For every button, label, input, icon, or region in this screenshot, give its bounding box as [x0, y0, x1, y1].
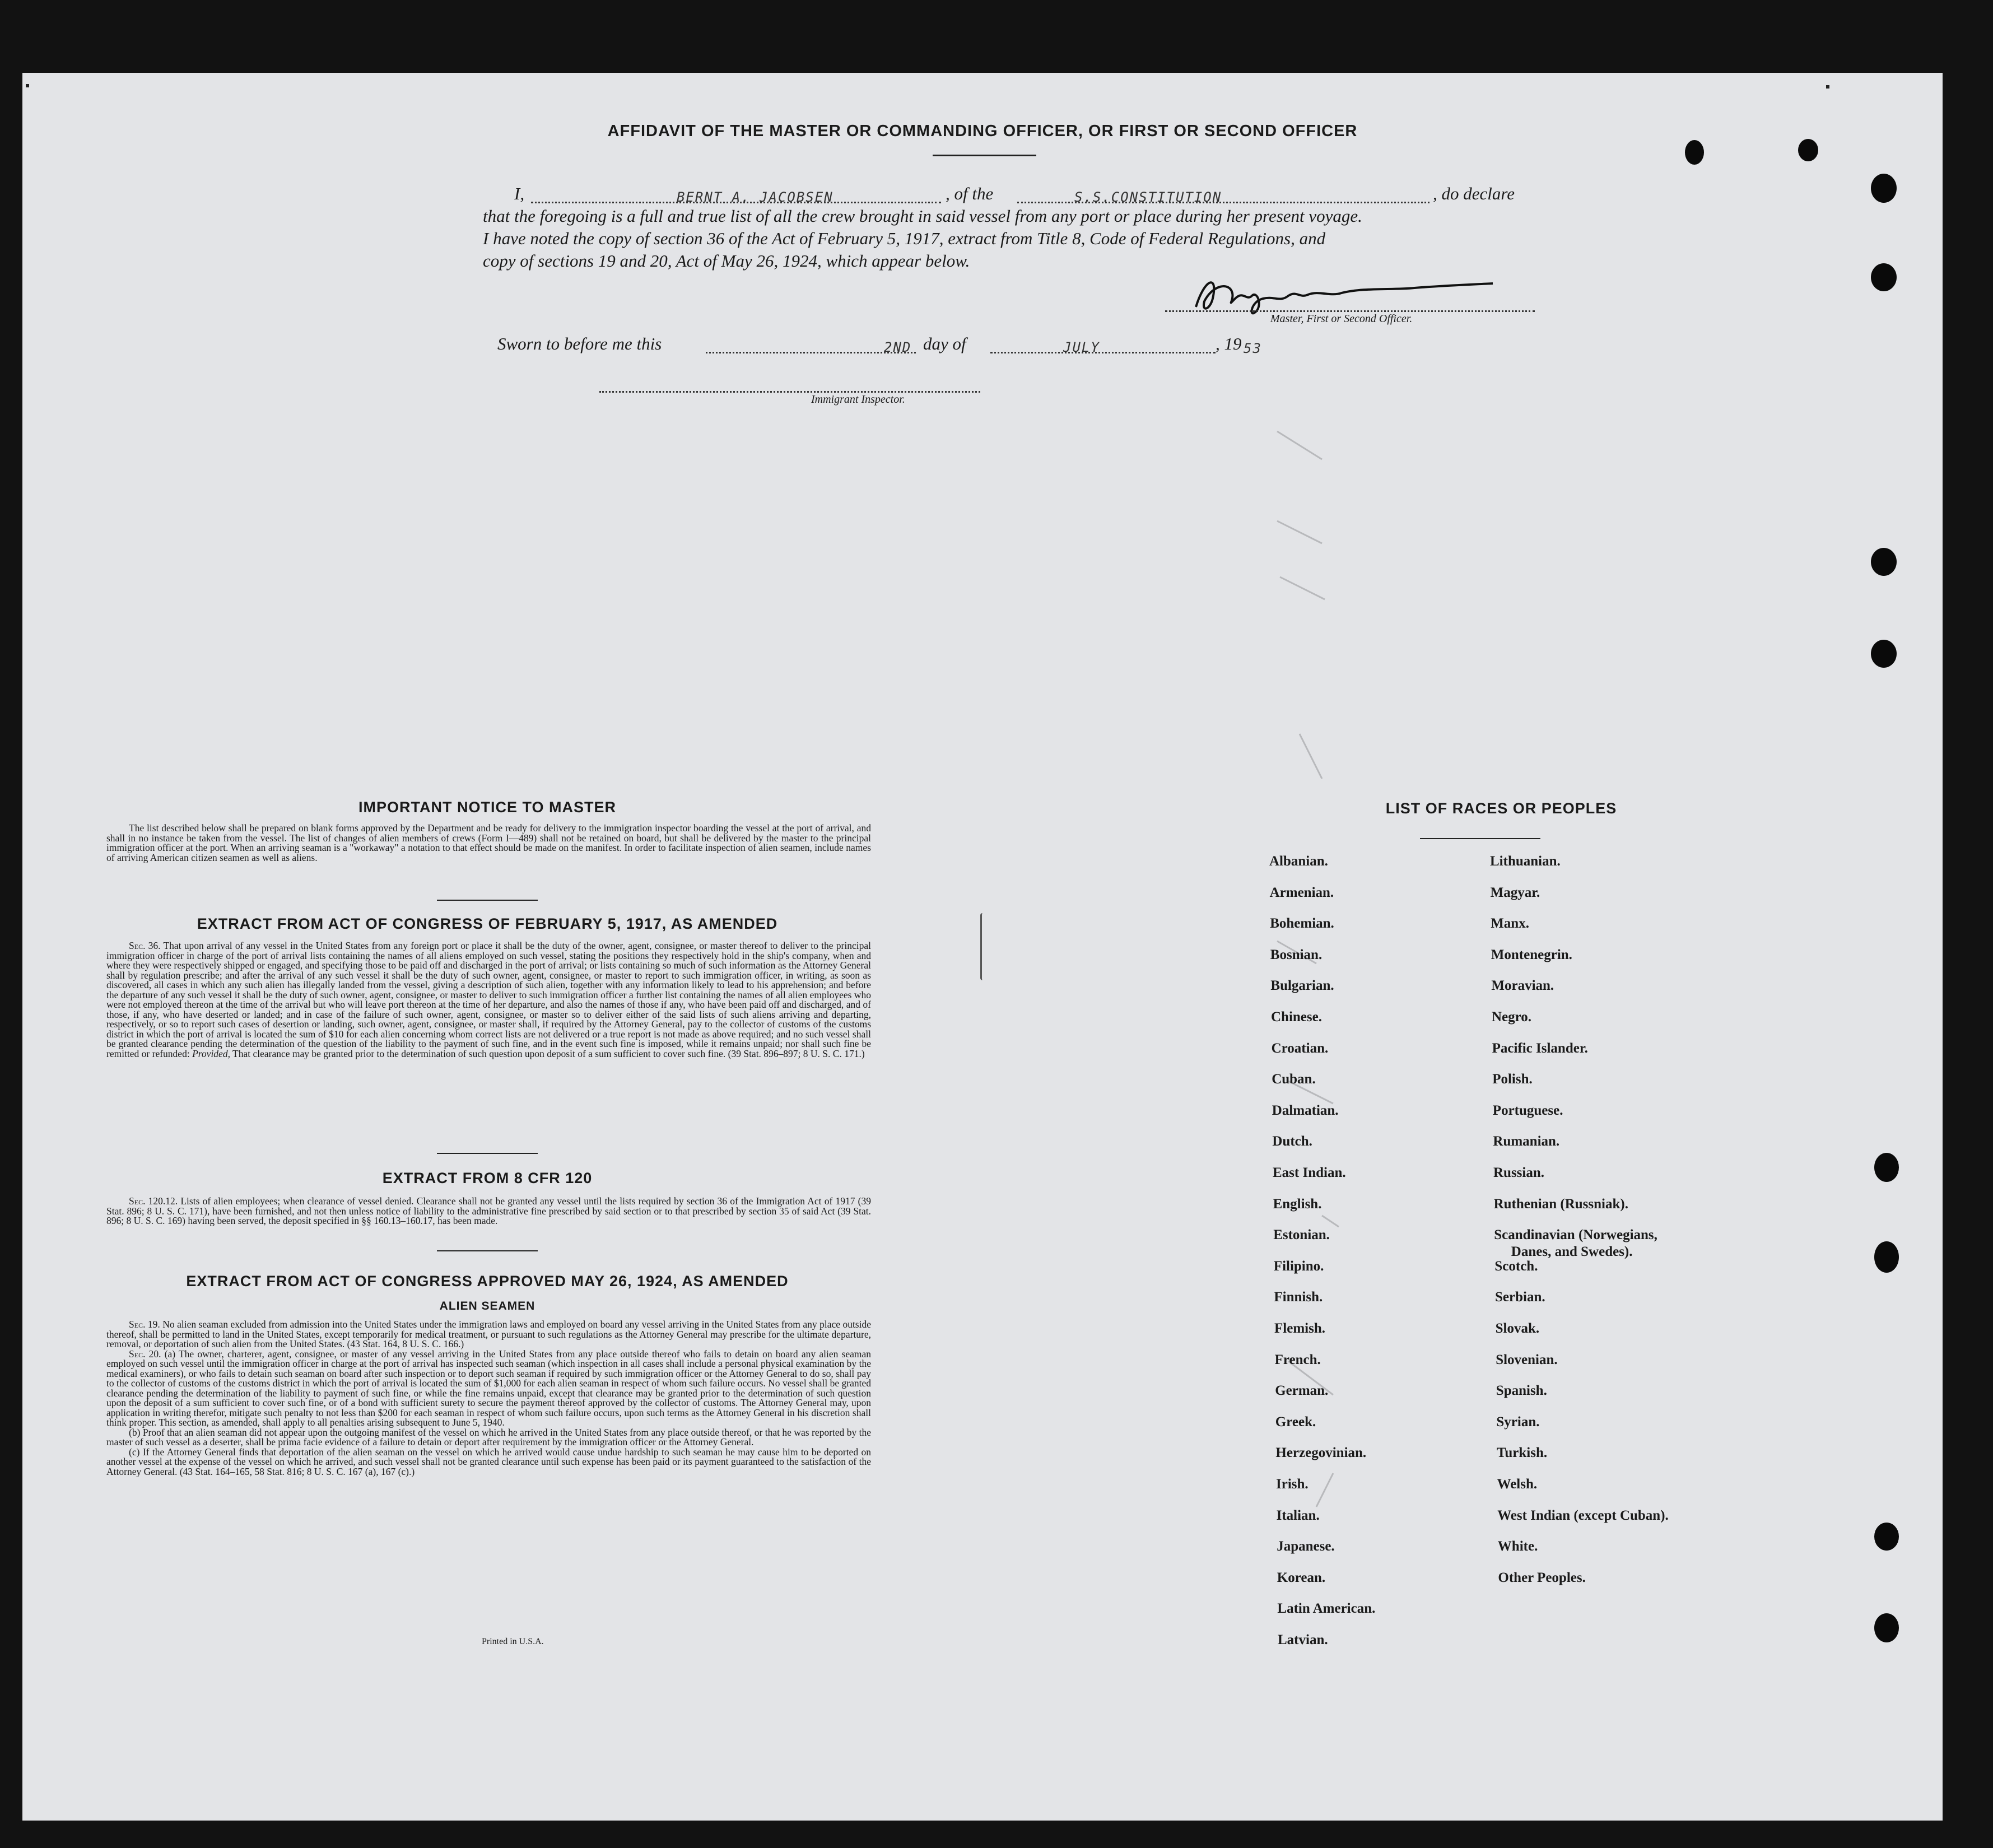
- race-item: Pacific Islander.: [1492, 1040, 1588, 1056]
- notice-title: IMPORTANT NOTICE TO MASTER: [358, 799, 616, 816]
- margin-bracket: [980, 913, 985, 980]
- act1917-sec-label: Sec. 36.: [129, 940, 161, 951]
- race-item: Herzegovinian.: [1275, 1445, 1367, 1461]
- race-item: Greek.: [1275, 1414, 1316, 1430]
- printed-note: Printed in U.S.A.: [482, 1637, 544, 1646]
- of-the-label: , of the: [946, 184, 994, 203]
- act1924-text: [106, 1320, 871, 1477]
- act1924-sec20c: (c) If the Attorney General finds that deportation of the alien seaman on the vessel on which he arrived would cause undue hardship to such seaman he may cause him to be deported on another vessel at the expense of the vessel on which he arrived, and such vessel shall not be granted clearance until such expense has been paid or its payment guaranteed to the satisfaction of the Attorney General. (43 Stat. 164–165, 58 Stat. 816; 8 U. S. C. 167 (a), 167 (c).): [106, 1446, 871, 1477]
- race-item: Armenian.: [1269, 885, 1334, 900]
- scan-speck: [1826, 85, 1829, 89]
- race-item: Other Peoples.: [1498, 1570, 1586, 1585]
- affidavit-line-2: that the foregoing is a full and true list of all the crew brought in said vessel from any port or place during her present voyage.: [483, 206, 1362, 226]
- affidavit-line-1: [514, 183, 1534, 206]
- race-item: Portuguese.: [1492, 1102, 1563, 1118]
- race-item: Irish.: [1276, 1477, 1309, 1492]
- race-item: Croatian.: [1271, 1040, 1329, 1056]
- race-item: Estonian.: [1273, 1227, 1330, 1243]
- race-item: Negro.: [1492, 1009, 1532, 1025]
- race-item: French.: [1274, 1352, 1321, 1367]
- affidavit-title: AFFIDAVIT OF THE MASTER OR COMMANDING OFFICER, OR FIRST OR SECOND OFFICER: [607, 122, 1358, 140]
- race-item: Slovenian.: [1496, 1352, 1558, 1367]
- cfr-title: EXTRACT FROM 8 CFR 120: [382, 1170, 593, 1186]
- sworn-label: Sworn to before me this: [497, 334, 662, 353]
- race-item: Bulgarian.: [1270, 978, 1334, 994]
- race-item: Moravian.: [1491, 978, 1554, 994]
- punch-hole: [1871, 548, 1897, 576]
- race-item: Dutch.: [1272, 1134, 1312, 1149]
- race-item: Chinese.: [1271, 1009, 1322, 1025]
- race-item: White.: [1497, 1539, 1538, 1554]
- act1924-sec19-label: Sec. 19.: [129, 1319, 160, 1330]
- act1924-sec19-paragraph: [106, 1320, 871, 1349]
- section-divider: [437, 1153, 538, 1154]
- race-item: Polish.: [1492, 1072, 1533, 1087]
- race-item: Bohemian.: [1270, 916, 1334, 932]
- section-divider: [437, 1250, 538, 1251]
- affidavit-line-4: copy of sections 19 and 20, Act of May 26, 1924, which appear below.: [483, 251, 970, 271]
- sworn-day: 2ND: [884, 339, 912, 355]
- sworn-line: [497, 333, 1326, 356]
- act1917-sec36: That upon arrival of any vessel in the United States from any foreign port or place it shall be the duty of the owner, agent, consignee, or master thereof to deliver to the principal immigration officer in charge of the port of arrival lists containing the names of all aliens employed on such vessel, stating the positions they respectively hold in the ship's company, when and where they were respectively shipped or engaged, and specifying those to be paid off and discharged in the port of arrival; or lists containing so much of such information as the Attorney General shall by regulation prescribe; and after the arrival of any such vessel it shall be the duty of such owner, agent, consignee, or master to report to such immigration officer, in writing, as soon as discovered, all cases in which any such alien has illegally landed from the vessel, giving a description of such alien, together with any information likely to lead to his apprehension; and before the departure of any such vessel it shall be the duty of such owner, agent, consignee, or master to deliver to such immigration officer a further list containing the names of all alien employees who were not employed thereon at the time of the arrival but who will leave port thereon at the time of her departure, and also the names of those if any, who have been paid off and discharged, and of those, if any, who have deserted or landed; and in case of the failure of such owner, agent, consignee, or master so to deliver either of the said lists of such aliens arriving and departing, respectively, or so to report such cases of desertion or landing, such owner, agent, consignee, or master shall, if required by the Attorney General, pay to the collector of customs of the customs district in which the port of arrival is located the sum of $10 for each alien concerning whom correct lists are not delivered or a true report is not made as above required; and no such vessel shall be granted clearance pending the determination of the question of the liability to the payment of such fine, and in the event such fine is imposed, while it remains unpaid; nor shall such fine be remitted or refunded:: [106, 940, 871, 1059]
- i-label: I,: [514, 184, 525, 203]
- cfr-text: [106, 1197, 871, 1226]
- race-item: Scandinavian (Norwegians,: [1494, 1227, 1657, 1243]
- title-divider: [933, 155, 1036, 156]
- notice-text: The list described below shall be prepared on blank forms approved by the Department and be ready for delivery to the immigration inspector boarding the vessel at the port of arrival, and shall in no instance be taken from the vessel. The list of changes of alien members of crews (Form I—489) shall not be retained on board, but shall be delivered by the master to the principal immigration officer at the port. When an arriving seaman is a "workaway" a notation to that effect should be made on the manifest. In order to facilitate inspection of alien seamen, include names of arriving American citizen seamen as well as aliens.: [106, 822, 871, 863]
- document-page: [22, 73, 1943, 1821]
- race-item: English.: [1273, 1196, 1322, 1212]
- signature-line: [1165, 310, 1535, 312]
- race-item: Albanian.: [1269, 854, 1328, 869]
- races-title: LIST OF RACES OR PEOPLES: [1385, 800, 1617, 817]
- year-prefix: , 19: [1216, 334, 1242, 353]
- inspector-caption: Immigrant Inspector.: [811, 393, 905, 406]
- master-name: BERNT A. JACOBSEN: [677, 189, 833, 205]
- race-item: Slovak.: [1495, 1321, 1540, 1336]
- race-item: Manx.: [1491, 916, 1529, 932]
- race-item: Montenegrin.: [1491, 947, 1572, 962]
- race-item: Syrian.: [1496, 1414, 1540, 1430]
- act1924-sec20-label: Sec. 20.: [129, 1348, 161, 1360]
- sworn-year: 53: [1244, 341, 1262, 356]
- race-item: Scotch.: [1494, 1258, 1538, 1274]
- race-item: Japanese.: [1277, 1539, 1335, 1554]
- race-item: East Indian.: [1273, 1165, 1346, 1180]
- race-item: Korean.: [1277, 1570, 1326, 1585]
- cfr-sec: Lists of alien employees; when clearance of vessel denied. Clearance shall not be granted any vessel until the lists required by section 36 of the Immigration Act of 1917 (39 Stat. 896; 8 U. S. C. 171), have been furnished, and not then unless notice of liability to the administrative fine prescribed by said section or to that prescribed by section 35 of said Act (39 Stat. 896; 8 U. S. C. 169) having been served, the deposit specified in §§ 160.13–160.17, has been made.: [106, 1195, 872, 1226]
- affidavit-line-3: I have noted the copy of section 36 of the Act of February 5, 1917, extract from Title 8, Code of Federal Regulations, and: [483, 229, 1326, 248]
- day-of-label: day of: [923, 334, 966, 353]
- do-declare-label: , do declare: [1433, 184, 1515, 203]
- punch-hole: [1874, 1523, 1899, 1551]
- section-divider: [437, 900, 538, 901]
- act1917-text: [106, 941, 871, 1059]
- scan-speck: [26, 84, 29, 87]
- races-divider: [1420, 838, 1540, 839]
- race-item: Filipino.: [1273, 1258, 1324, 1274]
- race-item: Lithuanian.: [1490, 854, 1561, 869]
- punch-hole: [1871, 640, 1897, 668]
- act1924-sec20-paragraph: [106, 1349, 871, 1428]
- race-item: Serbian.: [1495, 1290, 1545, 1305]
- punch-hole: [1874, 1613, 1899, 1642]
- punch-hole: [1798, 139, 1818, 161]
- sworn-month-blank: [990, 352, 1216, 353]
- race-item: Ruthenian (Russniak).: [1493, 1196, 1628, 1212]
- act1917-title: EXTRACT FROM ACT OF CONGRESS OF FEBRUARY 5, 1917, AS AMENDED: [197, 915, 778, 932]
- race-item: Welsh.: [1497, 1477, 1538, 1492]
- cfr-sec-label: Sec. 120.12.: [129, 1195, 178, 1207]
- race-item: Magyar.: [1490, 885, 1540, 900]
- act1924-title: EXTRACT FROM ACT OF CONGRESS APPROVED MAY 26, 1924, AS AMENDED: [186, 1273, 789, 1290]
- act1924-sec19: No alien seaman excluded from admission into the United States under the immigration laws and employed on board any vessel arriving in the United States from any place outside thereof, shall be permitted to land in the United States, except temporarily for medical treatment, or pursuant to such regulations as the Attorney General may prescribe for the ultimate departure, removal, or deportation of such alien from the United States. (43 Stat. 164, 8 U. S. C. 166.): [106, 1319, 871, 1349]
- race-item: Turkish.: [1497, 1445, 1548, 1461]
- race-item: Flemish.: [1274, 1321, 1325, 1336]
- act1917-sec36-end: That clearance may be granted prior to the determination of such question upon deposit of a sum sufficient to cover such fine. (39 Stat. 896–897; 8 U. S. C. 171.): [232, 1048, 865, 1059]
- race-item: Latin American.: [1277, 1601, 1376, 1617]
- punch-hole: [1871, 174, 1897, 203]
- race-item: Rumanian.: [1493, 1134, 1560, 1149]
- race-item: Danes, and Swedes).: [1511, 1244, 1633, 1260]
- race-item: Dalmatian.: [1272, 1102, 1339, 1118]
- signature-caption: Master, First or Second Officer.: [1270, 313, 1413, 325]
- race-item: Bosnian.: [1270, 947, 1323, 962]
- act1924-subtitle: ALIEN SEAMEN: [439, 1300, 535, 1312]
- race-item: Finnish.: [1274, 1290, 1323, 1305]
- punch-hole: [1874, 1241, 1899, 1273]
- vessel-name: S.S.CONSTITUTION: [1074, 189, 1222, 205]
- punch-hole: [1685, 140, 1704, 165]
- race-item: West Indian (except Cuban).: [1497, 1507, 1669, 1523]
- race-item: Russian.: [1493, 1165, 1545, 1180]
- race-item: Latvian.: [1278, 1632, 1328, 1647]
- race-item: Spanish.: [1496, 1383, 1547, 1399]
- inspector-signature-line: [599, 391, 980, 393]
- act1924-sec20b: (b) Proof that an alien seaman did not appear upon the outgoing manifest of the vessel on which he arrived in the United States from any place outside thereof, or that he was reported by the master of such vessel as a deserter, shall be prima facie evidence of a failure to detain or deport after requirement by the immigration officer or the Attorney General.: [106, 1426, 871, 1447]
- race-item: Italian.: [1276, 1507, 1320, 1523]
- act1917-provided: Provided,: [192, 1048, 230, 1059]
- race-item: German.: [1275, 1383, 1329, 1399]
- sworn-month: JULY: [1063, 339, 1100, 355]
- punch-hole: [1871, 263, 1897, 291]
- race-item: Cuban.: [1272, 1072, 1316, 1087]
- punch-hole: [1874, 1153, 1899, 1182]
- act1924-sec20a: (a) The owner, charterer, agent, consignee, or master of any vessel arriving in the United States from any place outside thereof who fails to detain on board any alien seaman employed on such vessel until the immigration officer in charge at the port of arrival has inspected such seaman (which inspection in all cases shall include a personal physical examination by the medical examiners), or who fails to detain such seaman on board after such inspection or to deport such seaman if required by such immigration officer or the Attorney General to do so, shall pay to the collector of customs of the customs district in which the port of arrival is located the sum of $1,000 for each alien seaman in respect of whom such failure occurs. No vessel shall be granted clearance pending the determination of the liability to payment of such fine, or while the fine remains unpaid, except that clearance may be granted prior to the determination of such question upon the deposit of a sum sufficient to cover such fine, or of a bond with sufficient surety to secure the payment thereof approved by the collector of customs. The Attorney General may, upon application in writing therefor, mitigate such penalty to not less than $200 for each seaman in respect of whom such failure occurs, upon such terms as the Attorney General in his discretion shall think proper. This section, as amended, shall apply to all penalties arising subsequent to June 5, 1940.: [106, 1348, 871, 1428]
